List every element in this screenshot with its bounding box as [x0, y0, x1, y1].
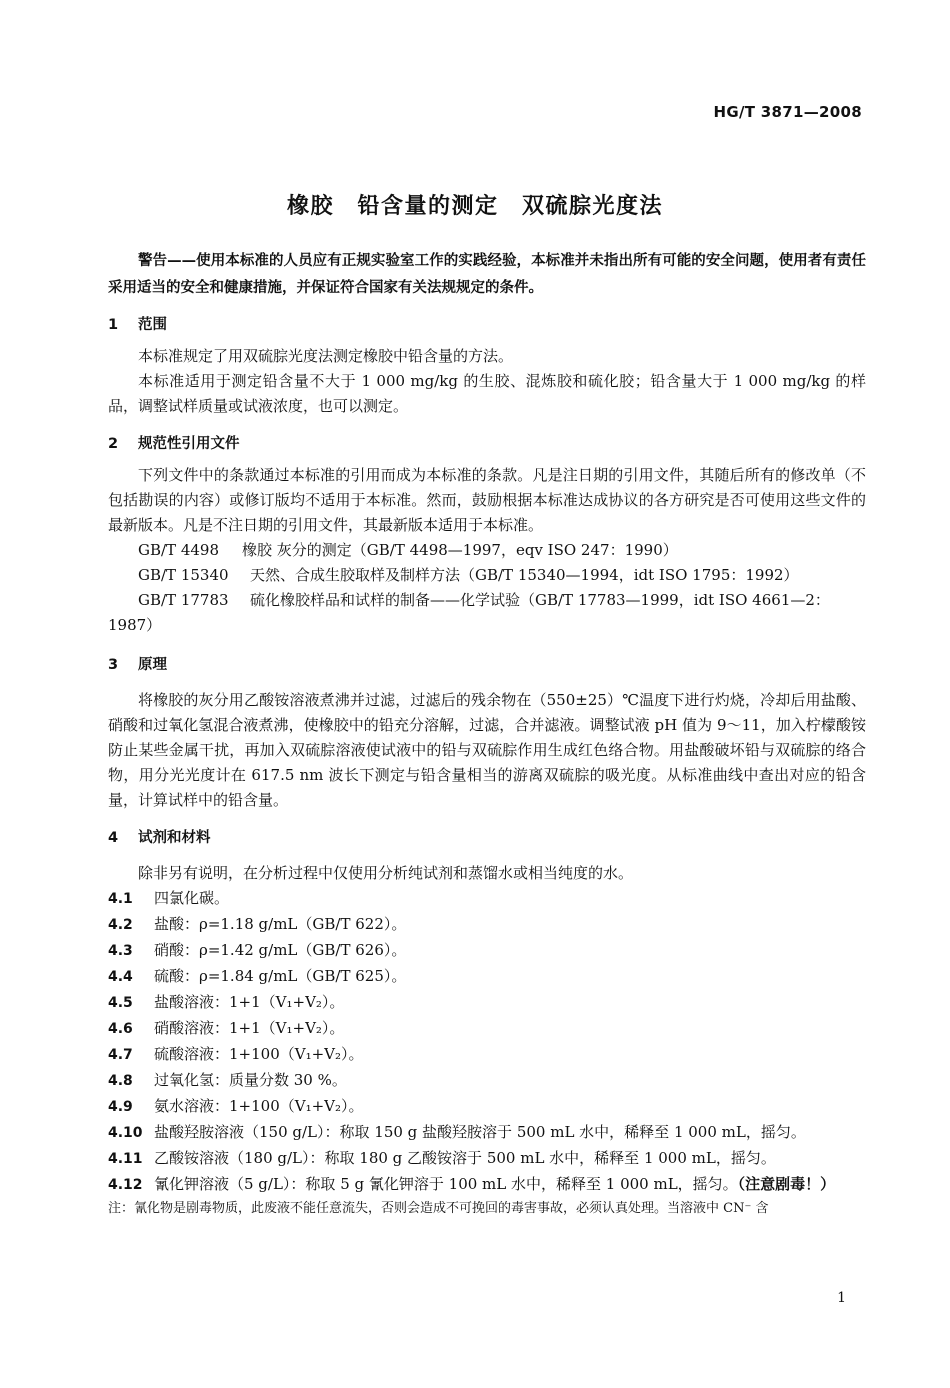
- warning-paragraph: 警告——使用本标准的人员应有正规实验室工作的实践经验，本标准并未指出所有可能的安全问题，使用者有责任采用适当的安全和健康措施，并保证符合国家有关法规规定的条件。: [108, 253, 866, 296]
- scope-paragraph: 本标准适用于测定铅含量不大于 1 000 mg/kg 的生胶、混炼胶和硫化胶；铅含量大于 1 000 mg/kg 的样品，调整试样质量或试液浓度，也可以测定。: [108, 372, 866, 415]
- toxic-warning: （注意剧毒！）: [737, 1175, 836, 1193]
- reagents-intro: 除非另有说明，在分析过程中仅使用分析纯试剂和蒸馏水或相当纯度的水。: [138, 864, 634, 882]
- reference-item: GB/T 4498 橡胶 灰分的测定（GB/T 4498—1997，eqv ISO 247：1990）: [138, 541, 678, 559]
- reagent-item: 4.12 氰化钾溶液（5 g/L）：称取 5 g 氰化钾溶于 100 mL 水中，稀释至 1 000 mL，摇匀。（注意剧毒！）: [108, 1175, 836, 1193]
- reagent-item: 4.1 四氯化碳。: [108, 889, 230, 907]
- reagent-item: 4.4 硫酸：ρ=1.84 g/mL（GB/T 625）。: [108, 967, 407, 985]
- reagent-item: 4.8 过氧化氢：质量分数 30 %。: [108, 1071, 347, 1089]
- note-text: 注：氰化物是剧毒物质，此废液不能任意流失，否则会造成不可挽回的毒害事故，必须认真处理。当溶液中 CN⁻ 含: [108, 1201, 769, 1216]
- document-title: 橡胶 铅含量的测定 双硫腙光度法: [286, 194, 663, 219]
- reagent-item: 4.3 硝酸：ρ=1.42 g/mL（GB/T 626）。: [108, 941, 407, 959]
- reagent-item: 4.7 硫酸溶液：1+100（V₁+V₂）。: [108, 1045, 364, 1063]
- section-heading-normative: 2 规范性引用文件: [108, 436, 240, 452]
- section-heading-principle: 3 原理: [108, 657, 167, 673]
- reagent-item: 4.11 乙酸铵溶液（180 g/L）：称取 180 g 乙酸铵溶于 500 mL 水中，稀释至 1 000 mL，摇匀。: [108, 1149, 776, 1167]
- standard-code: HG/T 3871—2008: [713, 103, 862, 121]
- scope-paragraph: 本标准规定了用双硫腙光度法测定橡胶中铅含量的方法。: [138, 347, 514, 365]
- section-heading-reagents: 4 试剂和材料: [108, 830, 211, 846]
- reference-item: GB/T 17783 硫化橡胶样品和试样的制备——化学试验（GB/T 17783—1999，idt ISO 4661—2：1987）: [108, 591, 830, 634]
- reagent-item: 4.6 硝酸溶液：1+1（V₁+V₂）。: [108, 1019, 345, 1037]
- reagent-item: 4.2 盐酸：ρ=1.18 g/mL（GB/T 622）。: [108, 915, 407, 933]
- reagent-item: 4.9 氨水溶液：1+100（V₁+V₂）。: [108, 1097, 364, 1115]
- reagent-item: 4.5 盐酸溶液：1+1（V₁+V₂）。: [108, 993, 345, 1011]
- document-body: [108, 248, 866, 1220]
- normative-intro: 下列文件中的条款通过本标准的引用而成为本标准的条款。凡是注日期的引用文件，其随后所有的修改单（不包括勘误的内容）或修订版均不适用于本标准。然而，鼓励根据本标准达成协议的各方研究是否可使用这些文件的最新版本。凡是不注日期的引用文件，其最新版本适用于本标准。: [108, 466, 866, 534]
- principle-paragraph: 将橡胶的灰分用乙酸铵溶液煮沸并过滤，过滤后的残余物在（550±25）℃温度下进行灼烧，冷却后用盐酸、硝酸和过氧化氢混合液煮沸，使橡胶中的铅充分溶解，过滤，合并滤液。调整试液 pH 值为 9～11，加入柠檬酸铵防止某些金属干扰，再加入双硫腙溶液使试液中的铅与双硫腙作用生成红色络合物。用盐酸破坏铅与双硫腙的络合物，用分光光度计在 617.5 nm 波长下测定与铅含量相当的游离双硫腙的吸光度。从标准曲线中查出对应的铅含量，计算试样中的铅含量。: [108, 691, 866, 809]
- reference-item: GB/T 15340 天然、合成生胶取样及制样方法（GB/T 15340—1994，idt ISO 1795：1992）: [138, 566, 799, 584]
- page-number: 1: [837, 1290, 846, 1306]
- section-heading-scope: 1 范围: [108, 317, 167, 333]
- reagent-item: 4.10 盐酸羟胺溶液（150 g/L）：称取 150 g 盐酸羟胺溶于 500 mL 水中，稀释至 1 000 mL，摇匀。: [108, 1123, 806, 1141]
